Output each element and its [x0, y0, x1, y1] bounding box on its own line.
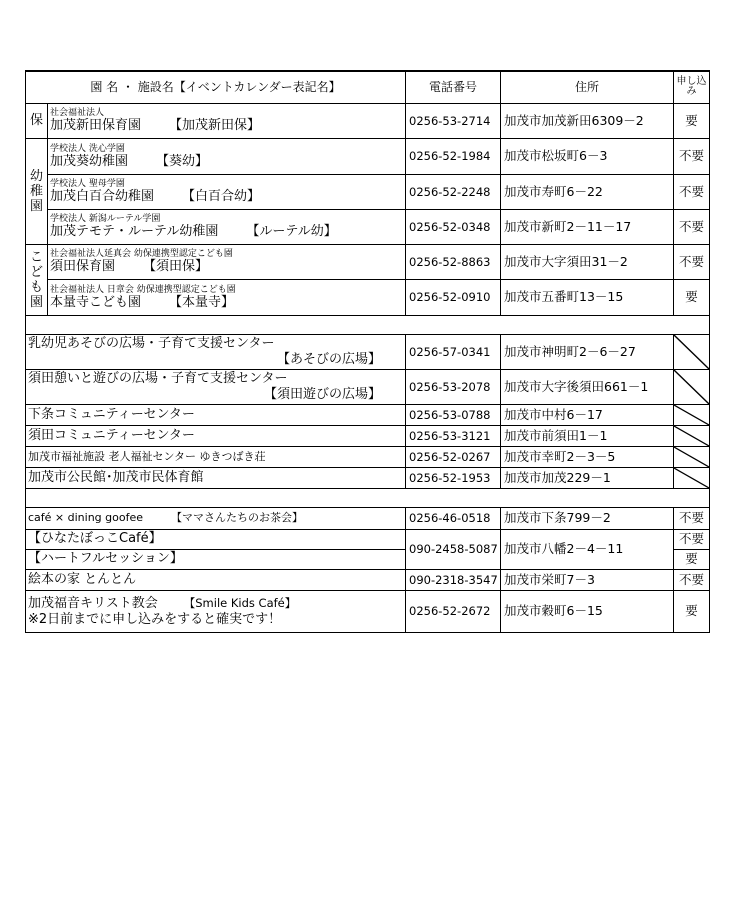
table-row: [26, 529, 710, 549]
header-row: [26, 71, 710, 103]
category-ho: 保: [26, 103, 48, 138]
apply-cell: 不要: [674, 138, 710, 174]
facility-name-cell: 【ひなたぼっこCafé】: [26, 529, 406, 549]
phone-cell: 0256-52-2672: [406, 590, 501, 632]
header-phone: 電話番号: [406, 71, 501, 103]
facility-name-cell: 下条コミュニティーセンター: [26, 404, 406, 425]
address-cell: 加茂市中村6－17: [501, 404, 674, 425]
apply-cell: 要: [674, 590, 710, 632]
facility-name-cell: 須田コミュニティーセンター: [26, 425, 406, 446]
table-row: [26, 425, 710, 446]
phone-cell: 0256-53-2714: [406, 103, 501, 138]
name-cell: 社会福祉法人 日章会 幼保連携型認定こども園 本量寺こども園 【本量寺】: [48, 279, 406, 315]
category-youchien: 幼稚園: [26, 138, 48, 244]
phone-cell: 0256-52-0910: [406, 279, 501, 315]
table-row: [26, 569, 710, 590]
table-row: [26, 369, 710, 404]
table-row: [26, 467, 710, 488]
address-cell: 加茂市穀町6－15: [501, 590, 674, 632]
apply-cell: 不要: [674, 529, 710, 549]
address-cell: 加茂市加茂新田6309－2: [501, 103, 674, 138]
table-row: [26, 174, 710, 209]
phone-cell: 0256-52-1953: [406, 467, 501, 488]
phone-cell: 090-2458-5087: [406, 529, 501, 569]
address-cell: 加茂市神明町2－6－27: [501, 334, 674, 369]
address-cell: 加茂市新町2－11－17: [501, 209, 674, 244]
table-row: [26, 103, 710, 138]
phone-cell: 0256-52-2248: [406, 174, 501, 209]
not-applicable-cell: [674, 334, 710, 369]
spacer-row: [26, 488, 710, 507]
table-row: [26, 279, 710, 315]
address-cell: 加茂市栄町7－3: [501, 569, 674, 590]
header-apply: 申し込み: [674, 71, 710, 103]
address-cell: 加茂市幸町2－3－5: [501, 446, 674, 467]
apply-cell: 不要: [674, 507, 710, 529]
table-row: [26, 507, 710, 529]
name-cell: 学校法人 聖母学園 加茂白百合幼稚園 【白百合幼】: [48, 174, 406, 209]
not-applicable-cell: [674, 446, 710, 467]
address-cell: 加茂市大字須田31－2: [501, 244, 674, 279]
phone-cell: 0256-52-1984: [406, 138, 501, 174]
table-row: [26, 404, 710, 425]
facility-name-cell: 加茂福音キリスト教会 【Smile Kids Café】 ※2日前までに申し込みをすると確実です！: [26, 590, 406, 632]
header-name: 園 名 ・ 施設名【イベントカレンダー表記名】: [26, 71, 406, 103]
address-cell: 加茂市寿町6－22: [501, 174, 674, 209]
facility-name-cell: café × dining goofee 【ママさんたちのお茶会】: [26, 507, 406, 529]
phone-cell: 0256-53-0788: [406, 404, 501, 425]
apply-cell: 要: [674, 549, 710, 569]
address-cell: 加茂市松坂町6－3: [501, 138, 674, 174]
apply-cell: 不要: [674, 209, 710, 244]
spacer-row: [26, 315, 710, 334]
name-cell: 学校法人 新潟ルーテル学園 加茂テモテ・ルーテル幼稚園 【ルーテル幼】: [48, 209, 406, 244]
phone-cell: 0256-53-2078: [406, 369, 501, 404]
not-applicable-cell: [674, 467, 710, 488]
phone-cell: 0256-57-0341: [406, 334, 501, 369]
table-row: [26, 244, 710, 279]
table-row: [26, 334, 710, 369]
apply-cell: 要: [674, 103, 710, 138]
phone-cell: 090-2318-3547: [406, 569, 501, 590]
category-kodomoen: こども園: [26, 244, 48, 315]
address-cell: 加茂市大字後須田661－1: [501, 369, 674, 404]
address-cell: 加茂市下条799－2: [501, 507, 674, 529]
facility-name-cell: 絵本の家 とんとん: [26, 569, 406, 590]
facility-name-cell: 【ハートフルセッション】: [26, 549, 406, 569]
facility-table: [25, 70, 710, 633]
address-cell: 加茂市八幡2－4－11: [501, 529, 674, 569]
facility-name-cell: 須田憩いと遊びの広場・子育て支援センター 【須田遊びの広場】: [26, 369, 406, 404]
phone-cell: 0256-53-3121: [406, 425, 501, 446]
table-row: [26, 446, 710, 467]
phone-cell: 0256-52-8863: [406, 244, 501, 279]
facility-name-cell: 加茂市公民館･加茂市民体育館: [26, 467, 406, 488]
apply-cell: 要: [674, 279, 710, 315]
apply-cell: 不要: [674, 569, 710, 590]
table-row: [26, 590, 710, 632]
apply-cell: 不要: [674, 244, 710, 279]
address-cell: 加茂市加茂229－1: [501, 467, 674, 488]
header-address: 住所: [501, 71, 674, 103]
phone-cell: 0256-52-0267: [406, 446, 501, 467]
table-row: [26, 138, 710, 174]
apply-cell: 不要: [674, 174, 710, 209]
not-applicable-cell: [674, 404, 710, 425]
name-cell: 学校法人 洗心学園 加茂葵幼稚園 【葵幼】: [48, 138, 406, 174]
name-cell: 社会福祉法人延真会 幼保連携型認定こども園 須田保育園 【須田保】: [48, 244, 406, 279]
not-applicable-cell: [674, 369, 710, 404]
not-applicable-cell: [674, 425, 710, 446]
facility-name-cell: 加茂市福祉施設 老人福祉センター ゆきつばき荘: [26, 446, 406, 467]
address-cell: 加茂市五番町13－15: [501, 279, 674, 315]
table-row: [26, 209, 710, 244]
name-cell: 社会福祉法人 加茂新田保育園 【加茂新田保】: [48, 103, 406, 138]
phone-cell: 0256-46-0518: [406, 507, 501, 529]
facility-name-cell: 乳幼児あそびの広場・子育て支援センター 【あそびの広場】: [26, 334, 406, 369]
address-cell: 加茂市前須田1－1: [501, 425, 674, 446]
phone-cell: 0256-52-0348: [406, 209, 501, 244]
